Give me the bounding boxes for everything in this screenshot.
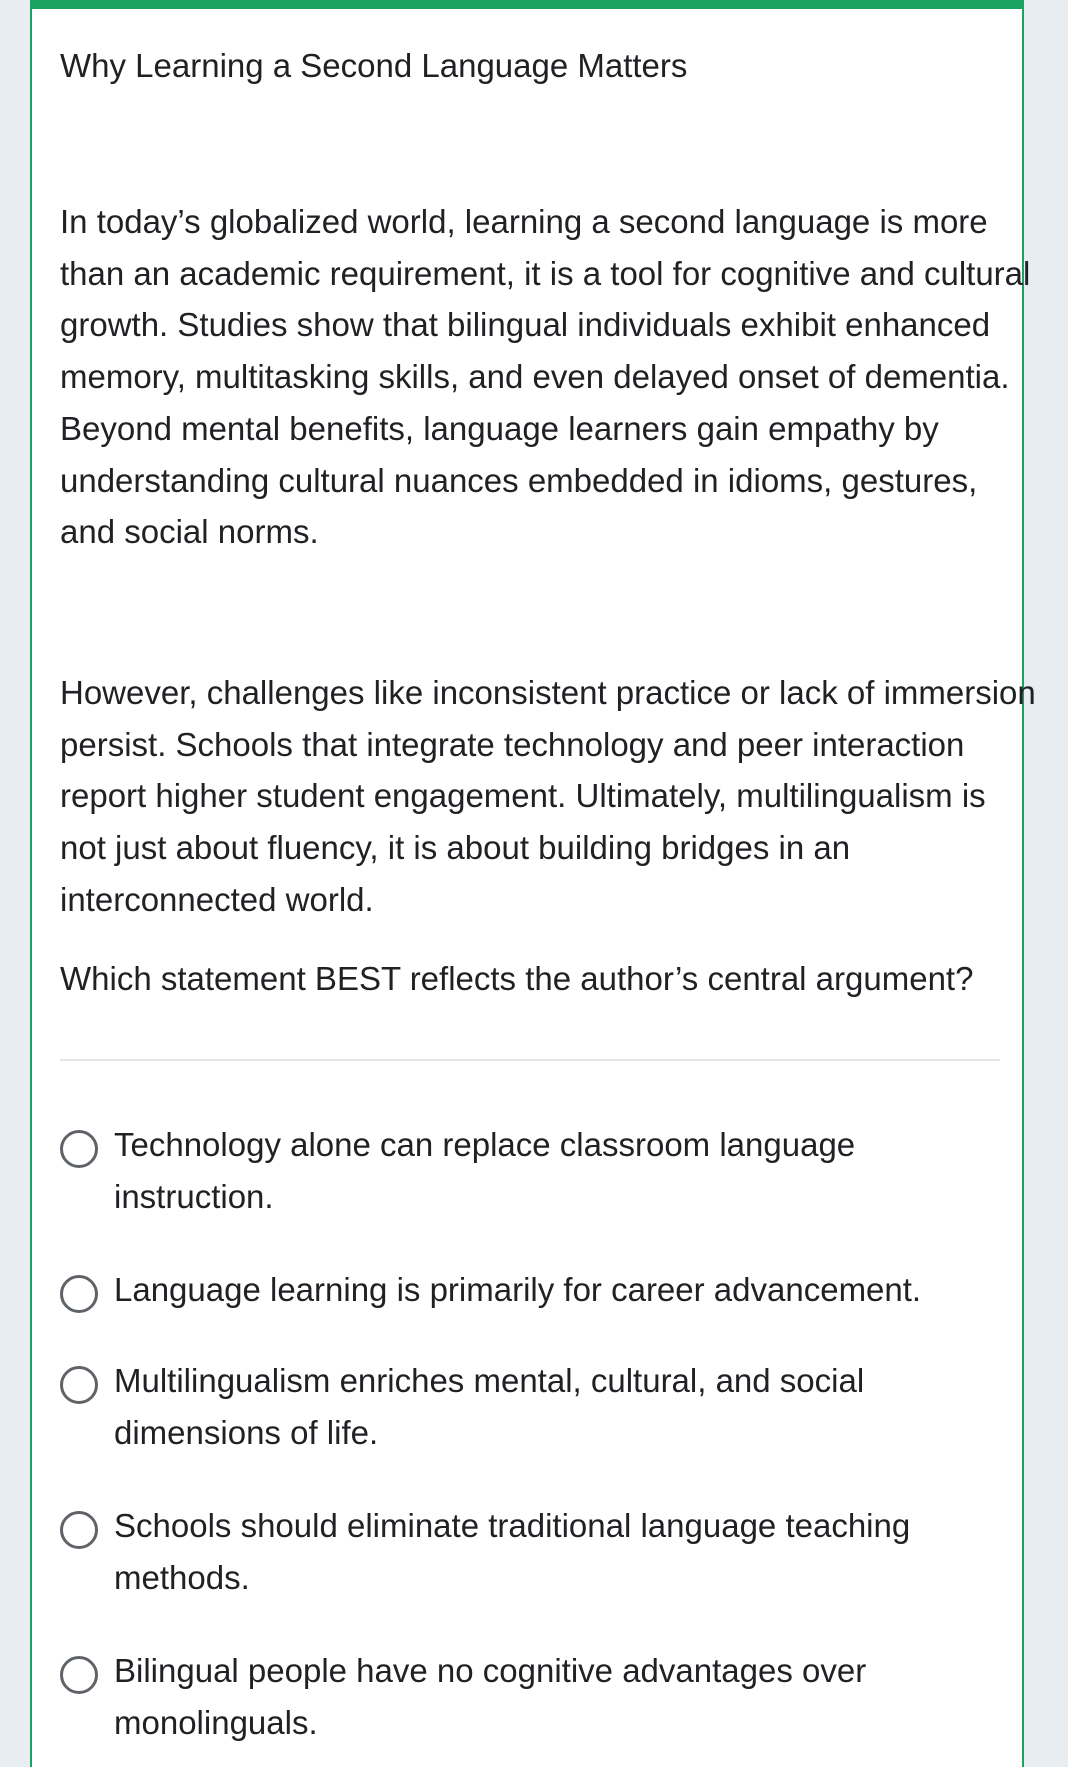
card-accent-bar — [30, 0, 1024, 9]
passage-paragraph-2: However, challenges like inconsistent practice or lack of immersion persist. Schools that integrate technology and peer interaction report higher student engagement. Ultimately, multilingualism is not just about fluency, it is about building bridges in an interconnected world. — [60, 674, 1036, 918]
radio-button-3[interactable] — [60, 1366, 98, 1404]
question-card — [30, 0, 1036, 1767]
radio-button-4[interactable] — [60, 1511, 98, 1549]
answer-option-label[interactable]: Language learning is primarily for career advancement. — [114, 1271, 922, 1308]
passage-title: Why Learning a Second Language Matters — [60, 47, 688, 84]
answer-option-label[interactable]: Multilingualism enriches mental, cultural, and social dimensions of life. — [114, 1362, 865, 1451]
answer-option-label[interactable]: Bilingual people have no cognitive advantages over monolinguals. — [114, 1652, 867, 1741]
passage-paragraph-1: In today’s globalized world, learning a second language is more than an academic requirement, it is a tool for cognitive and cultural growth. Studies show that bilingual individuals exhibit enhanced memory, multitasking skills, and even delayed onset of dementia. Beyond mental benefits, language learners gain empathy by understanding cultural nuances embedded in idioms, gestures, and social norms. — [60, 203, 1031, 551]
question-prompt: Which statement BEST reflects the author’s central argument? — [60, 960, 974, 997]
divider — [60, 1059, 1000, 1061]
radio-button-1[interactable] — [60, 1130, 98, 1168]
answer-option-label[interactable]: Technology alone can replace classroom language instruction. — [114, 1126, 856, 1215]
radio-button-2[interactable] — [60, 1275, 98, 1313]
radio-button-5[interactable] — [60, 1656, 98, 1694]
answer-option-label[interactable]: Schools should eliminate traditional language teaching methods. — [114, 1507, 911, 1596]
